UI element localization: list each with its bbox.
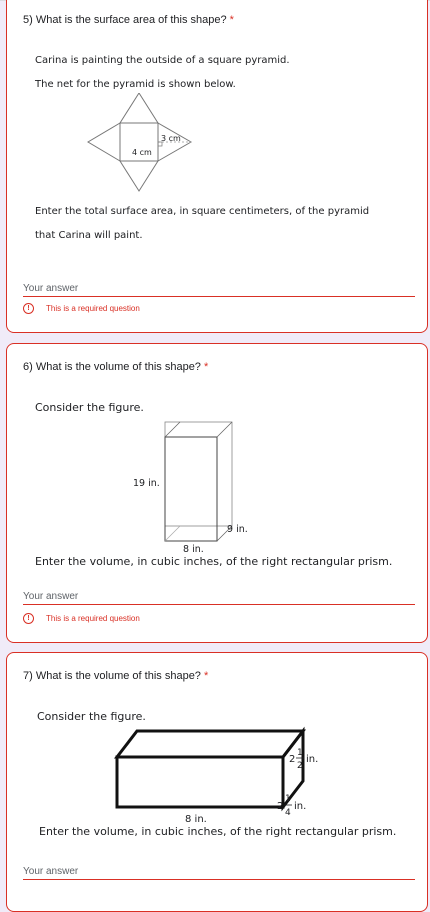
question-title-text: 6) What is the volume of this shape?	[23, 361, 201, 373]
rectangular-prism-figure	[127, 420, 267, 552]
prism-front-face	[165, 437, 217, 541]
question-card-7	[6, 652, 428, 912]
width-label: 8 in.	[183, 544, 204, 552]
question-text: Consider the figure.	[35, 401, 144, 414]
net-triangle-bottom	[120, 161, 158, 191]
depth-label: 9 in.	[227, 524, 248, 535]
height-label: 19 in.	[133, 478, 160, 489]
question-text: Consider the figure.	[37, 710, 146, 723]
prism-edge	[165, 422, 180, 437]
question-card-6	[6, 343, 428, 643]
required-asterisk: *	[229, 14, 234, 26]
question-title	[23, 361, 208, 373]
question-text: Carina is painting the outside of a square pyramid.	[35, 55, 290, 66]
answer-underline	[23, 879, 415, 880]
error-message	[23, 303, 140, 314]
error-icon: !	[23, 303, 34, 314]
depth-fraction-numerator: 1	[285, 794, 291, 804]
height-whole-label: 2	[289, 754, 296, 765]
pyramid-net-figure	[85, 93, 201, 201]
width-label: 8 in.	[185, 814, 207, 825]
question-title	[23, 670, 208, 682]
prism-top-face	[117, 731, 303, 757]
question-title-text: 7) What is the volume of this shape?	[23, 670, 201, 682]
height-fraction-denominator: 2	[297, 761, 303, 771]
question-card-5	[6, 0, 428, 333]
depth-fraction-denominator: 4	[285, 808, 291, 818]
height-fraction-numerator: 1	[297, 748, 303, 758]
question-title-text: 5) What is the surface area of this shape?	[23, 14, 227, 26]
question-text: Enter the volume, in cubic inches, of the right rectangular prism.	[39, 825, 397, 838]
error-text: This is a required question	[46, 304, 140, 313]
prism-front-face	[117, 757, 283, 807]
height-unit-label: in.	[306, 754, 319, 765]
answer-underline	[23, 296, 415, 297]
net-triangle-left	[88, 123, 120, 161]
flat-prism-figure	[107, 725, 337, 825]
error-text: This is a required question	[46, 614, 140, 623]
question-text: Enter the volume, in cubic inches, of the right rectangular prism.	[35, 555, 393, 568]
answer-input[interactable]: Your answer	[23, 283, 79, 294]
required-asterisk: *	[204, 670, 209, 682]
answer-input[interactable]: Your answer	[23, 591, 79, 602]
answer-input[interactable]: Your answer	[23, 866, 79, 877]
question-text: The net for the pyramid is shown below.	[35, 79, 236, 90]
side-length-label: 4 cm	[132, 148, 152, 157]
question-text: Enter the total surface area, in square centimeters, of the pyramid	[35, 206, 370, 217]
question-title	[23, 14, 234, 26]
prism-back-face	[165, 422, 232, 526]
error-message	[23, 613, 140, 624]
depth-unit-label: in.	[294, 801, 307, 812]
required-asterisk: *	[204, 361, 209, 373]
answer-underline	[23, 604, 415, 605]
prism-hidden-edge	[165, 526, 180, 541]
slant-height-label: 3 cm	[161, 134, 181, 143]
error-icon: !	[23, 613, 34, 624]
prism-edge	[217, 422, 232, 437]
depth-whole-label: 2	[277, 801, 284, 812]
question-text: that Carina will paint.	[35, 230, 143, 241]
net-triangle-top	[120, 93, 158, 123]
